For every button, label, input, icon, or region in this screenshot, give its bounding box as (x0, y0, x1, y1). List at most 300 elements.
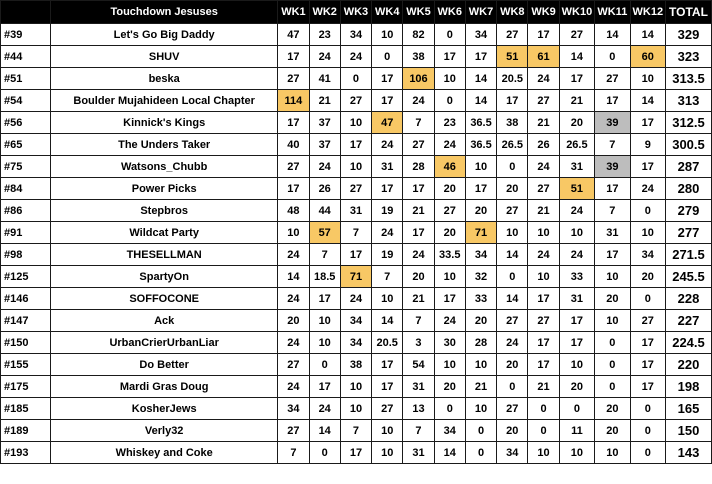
week-score-cell: 0 (595, 354, 630, 376)
rank-cell: #98 (1, 244, 51, 266)
rank-cell: #185 (1, 398, 51, 420)
rank-cell: #155 (1, 354, 51, 376)
week-score-cell: 27 (434, 200, 465, 222)
week-score-cell: 10 (309, 332, 340, 354)
week-score-cell: 7 (403, 112, 434, 134)
team-name-cell: The Unders Taker (51, 134, 278, 156)
total-cell: 198 (666, 376, 712, 398)
week-score-cell: 31 (403, 376, 434, 398)
week-score-cell: 27 (497, 24, 528, 46)
week-score-cell: 34 (340, 24, 371, 46)
week-score-cell: 36.5 (465, 134, 496, 156)
week-score-cell: 14 (595, 24, 630, 46)
week-score-cell: 31 (595, 222, 630, 244)
total-cell: 220 (666, 354, 712, 376)
week-score-cell: 24 (309, 156, 340, 178)
rank-cell: #86 (1, 200, 51, 222)
week-score-cell: 17 (630, 156, 665, 178)
week-score-cell: 10 (372, 288, 403, 310)
rank-cell: #75 (1, 156, 51, 178)
header-week: WK9 (528, 1, 559, 24)
week-score-cell: 27 (278, 354, 309, 376)
week-score-cell: 20 (497, 354, 528, 376)
rank-cell: #91 (1, 222, 51, 244)
week-score-cell: 21 (528, 376, 559, 398)
week-score-cell: 21 (403, 200, 434, 222)
week-score-cell: 10 (372, 24, 403, 46)
week-score-cell: 33 (465, 288, 496, 310)
table-row (1, 222, 712, 244)
week-score-cell: 0 (434, 398, 465, 420)
week-score-cell: 17 (630, 354, 665, 376)
table-row (1, 332, 712, 354)
week-score-cell: 41 (309, 68, 340, 90)
team-name-cell: KosherJews (51, 398, 278, 420)
team-name-cell: Boulder Mujahideen Local Chapter (51, 90, 278, 112)
week-score-cell: 24 (372, 134, 403, 156)
week-score-cell: 17 (630, 376, 665, 398)
week-score-cell: 31 (403, 442, 434, 464)
week-score-cell: 7 (309, 244, 340, 266)
week-score-cell: 34 (465, 244, 496, 266)
week-score-cell: 34 (340, 310, 371, 332)
header-week: WK1 (278, 1, 309, 24)
week-score-cell: 0 (630, 200, 665, 222)
week-score-cell: 17 (595, 90, 630, 112)
week-score-cell: 38 (403, 46, 434, 68)
week-score-cell: 20.5 (372, 332, 403, 354)
week-score-cell: 0 (630, 442, 665, 464)
table-row (1, 288, 712, 310)
week-score-cell: 10 (340, 156, 371, 178)
week-score-cell: 106 (403, 68, 434, 90)
header-week: WK8 (497, 1, 528, 24)
total-cell: 224.5 (666, 332, 712, 354)
week-score-cell: 17 (497, 90, 528, 112)
total-cell: 227 (666, 310, 712, 332)
week-score-cell: 21 (528, 112, 559, 134)
week-score-cell: 18.5 (309, 266, 340, 288)
week-score-cell: 7 (340, 222, 371, 244)
week-score-cell: 39 (595, 112, 630, 134)
week-score-cell: 17 (595, 178, 630, 200)
rank-cell: #125 (1, 266, 51, 288)
week-score-cell: 0 (528, 398, 559, 420)
week-score-cell: 17 (278, 178, 309, 200)
week-score-cell: 7 (278, 442, 309, 464)
week-score-cell: 20 (595, 288, 630, 310)
week-score-cell: 9 (630, 134, 665, 156)
week-score-cell: 0 (372, 46, 403, 68)
table-row (1, 200, 712, 222)
week-score-cell: 14 (630, 90, 665, 112)
header-week: WK6 (434, 1, 465, 24)
week-score-cell: 23 (309, 24, 340, 46)
week-score-cell: 26.5 (559, 134, 594, 156)
week-score-cell: 24 (434, 134, 465, 156)
week-score-cell: 21 (559, 90, 594, 112)
week-score-cell: 7 (595, 134, 630, 156)
total-cell: 300.5 (666, 134, 712, 156)
team-name-cell: Kinnick's Kings (51, 112, 278, 134)
week-score-cell: 10 (434, 68, 465, 90)
week-score-cell: 24 (559, 200, 594, 222)
week-score-cell: 34 (465, 24, 496, 46)
rank-cell: #146 (1, 288, 51, 310)
week-score-cell: 0 (595, 376, 630, 398)
week-score-cell: 10 (595, 266, 630, 288)
week-score-cell: 0 (309, 354, 340, 376)
total-cell: 279 (666, 200, 712, 222)
week-score-cell: 33.5 (434, 244, 465, 266)
total-cell: 143 (666, 442, 712, 464)
week-score-cell: 0 (497, 156, 528, 178)
week-score-cell: 0 (630, 420, 665, 442)
week-score-cell: 27 (497, 200, 528, 222)
week-score-cell: 17 (630, 112, 665, 134)
week-score-cell: 0 (434, 24, 465, 46)
total-cell: 280 (666, 178, 712, 200)
total-cell: 313.5 (666, 68, 712, 90)
week-score-cell: 24 (559, 244, 594, 266)
week-score-cell: 10 (372, 420, 403, 442)
week-score-cell: 34 (278, 398, 309, 420)
rank-cell: #44 (1, 46, 51, 68)
week-score-cell: 24 (278, 244, 309, 266)
week-score-cell: 34 (630, 244, 665, 266)
header-row (1, 1, 712, 24)
total-cell: 228 (666, 288, 712, 310)
week-score-cell: 26.5 (497, 134, 528, 156)
week-score-cell: 20 (465, 310, 496, 332)
week-score-cell: 10 (595, 442, 630, 464)
week-score-cell: 0 (309, 442, 340, 464)
table-row (1, 354, 712, 376)
team-name-cell: UrbanCrierUrbanLiar (51, 332, 278, 354)
team-name-cell: SOFFOCONE (51, 288, 278, 310)
week-score-cell: 10 (372, 442, 403, 464)
rank-cell: #56 (1, 112, 51, 134)
week-score-cell: 10 (340, 112, 371, 134)
rank-cell: #54 (1, 90, 51, 112)
week-score-cell: 17 (340, 442, 371, 464)
week-score-cell: 14 (309, 420, 340, 442)
week-score-cell: 27 (497, 398, 528, 420)
table-row (1, 46, 712, 68)
header-week: WK3 (340, 1, 371, 24)
week-score-cell: 20.5 (497, 68, 528, 90)
rank-cell: #175 (1, 376, 51, 398)
week-score-cell: 31 (559, 156, 594, 178)
week-score-cell: 10 (465, 354, 496, 376)
week-score-cell: 27 (278, 68, 309, 90)
week-score-cell: 27 (559, 24, 594, 46)
total-cell: 150 (666, 420, 712, 442)
team-name-cell: Verly32 (51, 420, 278, 442)
table-row (1, 376, 712, 398)
header-week: WK5 (403, 1, 434, 24)
week-score-cell: 17 (403, 178, 434, 200)
week-score-cell: 30 (434, 332, 465, 354)
week-score-cell: 24 (340, 46, 371, 68)
rank-cell: #147 (1, 310, 51, 332)
week-score-cell: 20 (595, 420, 630, 442)
week-score-cell: 17 (372, 68, 403, 90)
team-name-cell: SHUV (51, 46, 278, 68)
week-score-cell: 19 (372, 244, 403, 266)
week-score-cell: 17 (528, 24, 559, 46)
week-score-cell: 14 (372, 310, 403, 332)
week-score-cell: 0 (465, 442, 496, 464)
week-score-cell: 24 (497, 332, 528, 354)
week-score-cell: 14 (559, 46, 594, 68)
week-score-cell: 17 (340, 244, 371, 266)
week-score-cell: 17 (528, 332, 559, 354)
week-score-cell: 34 (434, 420, 465, 442)
total-cell: 329 (666, 24, 712, 46)
week-score-cell: 28 (465, 332, 496, 354)
table-row (1, 90, 712, 112)
team-name-cell: THESELLMAN (51, 244, 278, 266)
week-score-cell: 0 (340, 68, 371, 90)
week-score-cell: 10 (559, 354, 594, 376)
week-score-cell: 17 (559, 310, 594, 332)
team-name-cell: Watsons_Chubb (51, 156, 278, 178)
week-score-cell: 20 (559, 376, 594, 398)
table-row (1, 112, 712, 134)
week-score-cell: 0 (465, 420, 496, 442)
rank-cell: #39 (1, 24, 51, 46)
week-score-cell: 24 (278, 332, 309, 354)
header-week: WK4 (372, 1, 403, 24)
week-score-cell: 17 (528, 288, 559, 310)
header-week: WK12 (630, 1, 665, 24)
week-score-cell: 10 (340, 398, 371, 420)
week-score-cell: 27 (528, 178, 559, 200)
week-score-cell: 51 (559, 178, 594, 200)
week-score-cell: 27 (278, 156, 309, 178)
week-score-cell: 37 (309, 134, 340, 156)
week-score-cell: 21 (465, 376, 496, 398)
week-score-cell: 34 (497, 442, 528, 464)
week-score-cell: 39 (595, 156, 630, 178)
week-score-cell: 10 (278, 222, 309, 244)
week-score-cell: 24 (278, 288, 309, 310)
week-score-cell: 3 (403, 332, 434, 354)
week-score-cell: 21 (309, 90, 340, 112)
table-row (1, 68, 712, 90)
week-score-cell: 20 (403, 266, 434, 288)
week-score-cell: 0 (630, 398, 665, 420)
week-score-cell: 20 (434, 222, 465, 244)
week-score-cell: 17 (528, 354, 559, 376)
week-score-cell: 24 (528, 68, 559, 90)
week-score-cell: 38 (497, 112, 528, 134)
week-score-cell: 34 (340, 332, 371, 354)
week-score-cell: 17 (403, 222, 434, 244)
week-score-cell: 20 (434, 376, 465, 398)
week-score-cell: 24 (528, 156, 559, 178)
table-row (1, 244, 712, 266)
team-name-cell: Wildcat Party (51, 222, 278, 244)
week-score-cell: 36.5 (465, 112, 496, 134)
week-score-cell: 33 (559, 266, 594, 288)
rank-cell: #51 (1, 68, 51, 90)
week-score-cell: 27 (497, 310, 528, 332)
table-row (1, 156, 712, 178)
week-score-cell: 17 (434, 288, 465, 310)
week-score-cell: 57 (309, 222, 340, 244)
week-score-cell: 20 (595, 398, 630, 420)
week-score-cell: 24 (434, 310, 465, 332)
week-score-cell: 27 (528, 310, 559, 332)
header-week: WK10 (559, 1, 594, 24)
week-score-cell: 24 (309, 46, 340, 68)
week-score-cell: 7 (403, 420, 434, 442)
table-row (1, 442, 712, 464)
week-score-cell: 14 (278, 266, 309, 288)
week-score-cell: 10 (497, 222, 528, 244)
week-score-cell: 27 (340, 90, 371, 112)
total-cell: 165 (666, 398, 712, 420)
week-score-cell: 47 (278, 24, 309, 46)
week-score-cell: 27 (340, 178, 371, 200)
header-week: WK7 (465, 1, 496, 24)
team-name-cell: beska (51, 68, 278, 90)
week-score-cell: 40 (278, 134, 309, 156)
week-score-cell: 17 (372, 354, 403, 376)
week-score-cell: 13 (403, 398, 434, 420)
week-score-cell: 37 (309, 112, 340, 134)
week-score-cell: 47 (372, 112, 403, 134)
week-score-cell: 10 (528, 442, 559, 464)
week-score-cell: 61 (528, 46, 559, 68)
team-name-cell: SpartyOn (51, 266, 278, 288)
week-score-cell: 21 (528, 200, 559, 222)
week-score-cell: 71 (340, 266, 371, 288)
week-score-cell: 27 (528, 90, 559, 112)
week-score-cell: 27 (372, 398, 403, 420)
rank-cell: #150 (1, 332, 51, 354)
week-score-cell: 0 (630, 288, 665, 310)
week-score-cell: 17 (434, 46, 465, 68)
rank-cell: #84 (1, 178, 51, 200)
week-score-cell: 27 (595, 68, 630, 90)
week-score-cell: 0 (497, 376, 528, 398)
team-name-cell: Ack (51, 310, 278, 332)
total-cell: 313 (666, 90, 712, 112)
week-score-cell: 17 (372, 178, 403, 200)
week-score-cell: 20 (497, 420, 528, 442)
table-row (1, 178, 712, 200)
week-score-cell: 24 (340, 288, 371, 310)
week-score-cell: 7 (340, 420, 371, 442)
rank-cell: #65 (1, 134, 51, 156)
rank-cell: #193 (1, 442, 51, 464)
table-row (1, 134, 712, 156)
week-score-cell: 31 (340, 200, 371, 222)
week-score-cell: 17 (278, 112, 309, 134)
week-score-cell: 10 (309, 310, 340, 332)
week-score-cell: 17 (559, 68, 594, 90)
week-score-cell: 17 (309, 376, 340, 398)
week-score-cell: 0 (497, 266, 528, 288)
week-score-cell: 7 (403, 310, 434, 332)
week-score-cell: 17 (465, 178, 496, 200)
total-cell: 277 (666, 222, 712, 244)
week-score-cell: 38 (340, 354, 371, 376)
week-score-cell: 27 (278, 420, 309, 442)
week-score-cell: 44 (309, 200, 340, 222)
week-score-cell: 0 (595, 46, 630, 68)
week-score-cell: 31 (559, 288, 594, 310)
week-score-cell: 17 (465, 46, 496, 68)
week-score-cell: 0 (559, 398, 594, 420)
header-total: TOTAL (666, 1, 712, 24)
week-score-cell: 20 (559, 112, 594, 134)
week-score-cell: 51 (497, 46, 528, 68)
week-score-cell: 28 (403, 156, 434, 178)
week-score-cell: 14 (497, 244, 528, 266)
week-score-cell: 19 (372, 200, 403, 222)
week-score-cell: 20 (278, 310, 309, 332)
team-name-cell: Power Picks (51, 178, 278, 200)
week-score-cell: 26 (528, 134, 559, 156)
week-score-cell: 0 (595, 332, 630, 354)
table-row (1, 266, 712, 288)
team-name-cell: Whiskey and Coke (51, 442, 278, 464)
week-score-cell: 24 (309, 398, 340, 420)
week-score-cell: 7 (595, 200, 630, 222)
week-score-cell: 17 (630, 332, 665, 354)
week-score-cell: 10 (465, 398, 496, 420)
table-row (1, 310, 712, 332)
total-cell: 245.5 (666, 266, 712, 288)
week-score-cell: 21 (403, 288, 434, 310)
week-score-cell: 14 (465, 90, 496, 112)
week-score-cell: 14 (465, 68, 496, 90)
week-score-cell: 10 (528, 222, 559, 244)
week-score-cell: 10 (630, 68, 665, 90)
week-score-cell: 31 (372, 156, 403, 178)
table-row (1, 24, 712, 46)
week-score-cell: 17 (372, 376, 403, 398)
total-cell: 312.5 (666, 112, 712, 134)
week-score-cell: 46 (434, 156, 465, 178)
week-score-cell: 20 (630, 266, 665, 288)
week-score-cell: 24 (403, 244, 434, 266)
table-body (1, 24, 712, 464)
week-score-cell: 10 (559, 222, 594, 244)
week-score-cell: 24 (372, 222, 403, 244)
team-name-cell: Stepbros (51, 200, 278, 222)
week-score-cell: 17 (278, 46, 309, 68)
week-score-cell: 17 (309, 288, 340, 310)
week-score-cell: 60 (630, 46, 665, 68)
week-score-cell: 0 (434, 90, 465, 112)
week-score-cell: 20 (497, 178, 528, 200)
week-score-cell: 14 (434, 442, 465, 464)
rank-cell: #189 (1, 420, 51, 442)
week-score-cell: 10 (559, 442, 594, 464)
week-score-cell: 24 (630, 178, 665, 200)
week-score-cell: 11 (559, 420, 594, 442)
week-score-cell: 17 (559, 332, 594, 354)
week-score-cell: 17 (595, 244, 630, 266)
header-rank (1, 1, 51, 24)
week-score-cell: 32 (465, 266, 496, 288)
header-title: Touchdown Jesuses (51, 1, 278, 24)
